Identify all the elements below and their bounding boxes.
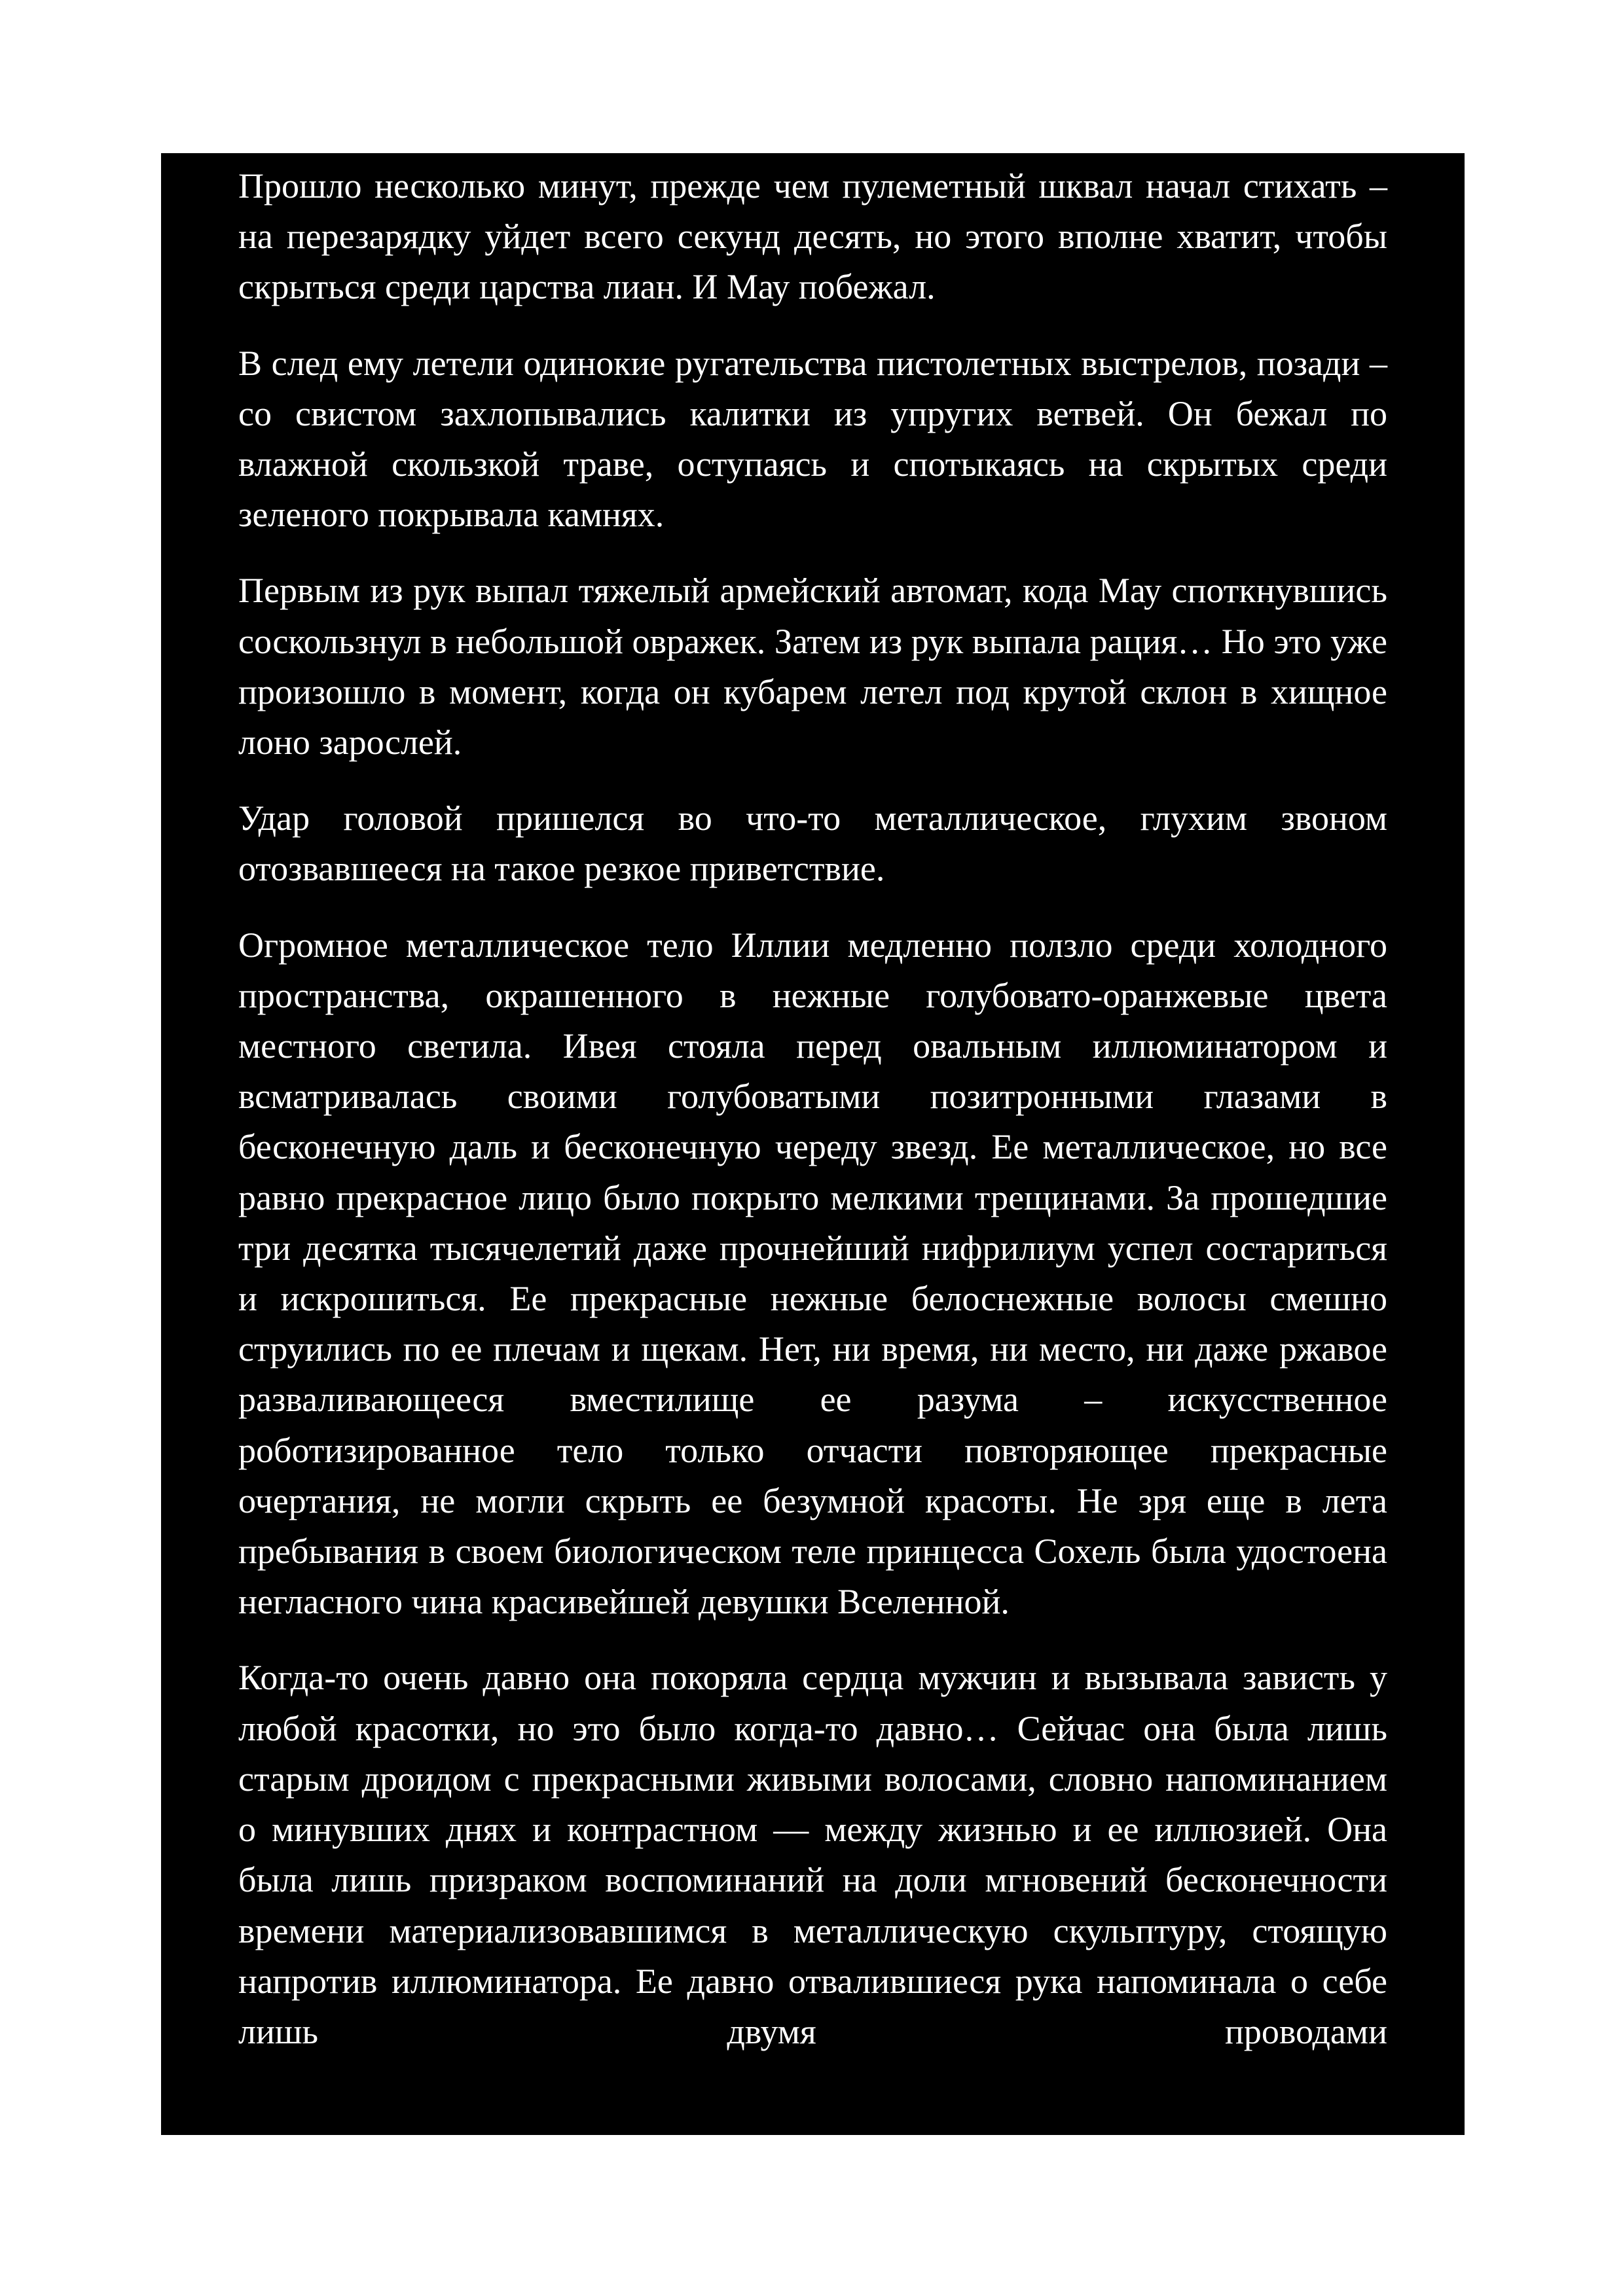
paragraph-4: Удар головой пришелся во что-то металлическое, глухим звоном отозвавшееся на такое резкое приветствие. xyxy=(238,798,1387,889)
paragraph-2: В след ему летели одинокие ругательства пистолетных выстрелов, позади – со свистом захлопывались калитки из упругих ветвей. Он бежал по влажной скользкой траве, оступаясь и спотыкаясь на скрытых среди зеленого покрывала камнях. xyxy=(238,343,1387,535)
text-column xyxy=(238,161,1387,2057)
paragraph-1: Прошло несколько минут, прежде чем пулеметный шквал начал стихать – на перезарядку уйдет всего секунд десять, но этого вполне хватит, чтобы скрыться среди царства лиан. И Мау побежал. xyxy=(238,166,1387,307)
black-text-block xyxy=(161,153,1465,2135)
paragraph-5: Огромное металлическое тело Иллии медленно ползло среди холодного пространства, окрашенного в нежные голубовато-оранжевые цвета местного светила. Ивея стояла перед овальным иллюминатором и всматривалась своими голубоватыми позитронными глазами в бесконечную даль и бесконечную череду звезд. Ее металлическое, но все равно прекрасное лицо было покрыто мелкими трещинами. За прошедшие три десятка тысячелетий даже прочнейший нифрилиум успел состариться и искрошиться. Ее прекрасные нежные белоснежные волосы смешно струились по ее плечам и щекам. Нет, ни время, ни место, ни даже ржавое разваливающееся вместилище ее разума – искусственное роботизированное тело только отчасти повторяющее прекрасные очертания, не могли скрыть ее безумной красоты. Не зря еще в лета пребывания в своем биологическом теле принцесса Сохель была удостоена негласного чина красивейшей девушки Вселенной. xyxy=(238,925,1387,1622)
paragraph-3: Первым из рук выпал тяжелый армейский автомат, кода Мау споткнувшись соскользнул в небольшой овражек. Затем из рук выпала рация… Но это уже произошло в момент, когда он кубарем летел под крутой склон в хищное лоно зарослей. xyxy=(238,571,1387,762)
paragraph-6: Когда-то очень давно она покоряла сердца мужчин и вызывала зависть у любой красотки, но это было когда-то давно… Сейчас она была лишь старым дроидом с прекрасными живыми волосами, словно напоминанием о минувших днях и контрастном — между жизнью и ее иллюзией. Она была лишь призраком воспоминаний на доли мгновений бесконечности времени материализовавшимся в металлическую скульптуру, стоящую напротив иллюминатора. Ее давно отвалившиеся рука напоминала о себе лишь двумя проводами xyxy=(238,1658,1387,2051)
